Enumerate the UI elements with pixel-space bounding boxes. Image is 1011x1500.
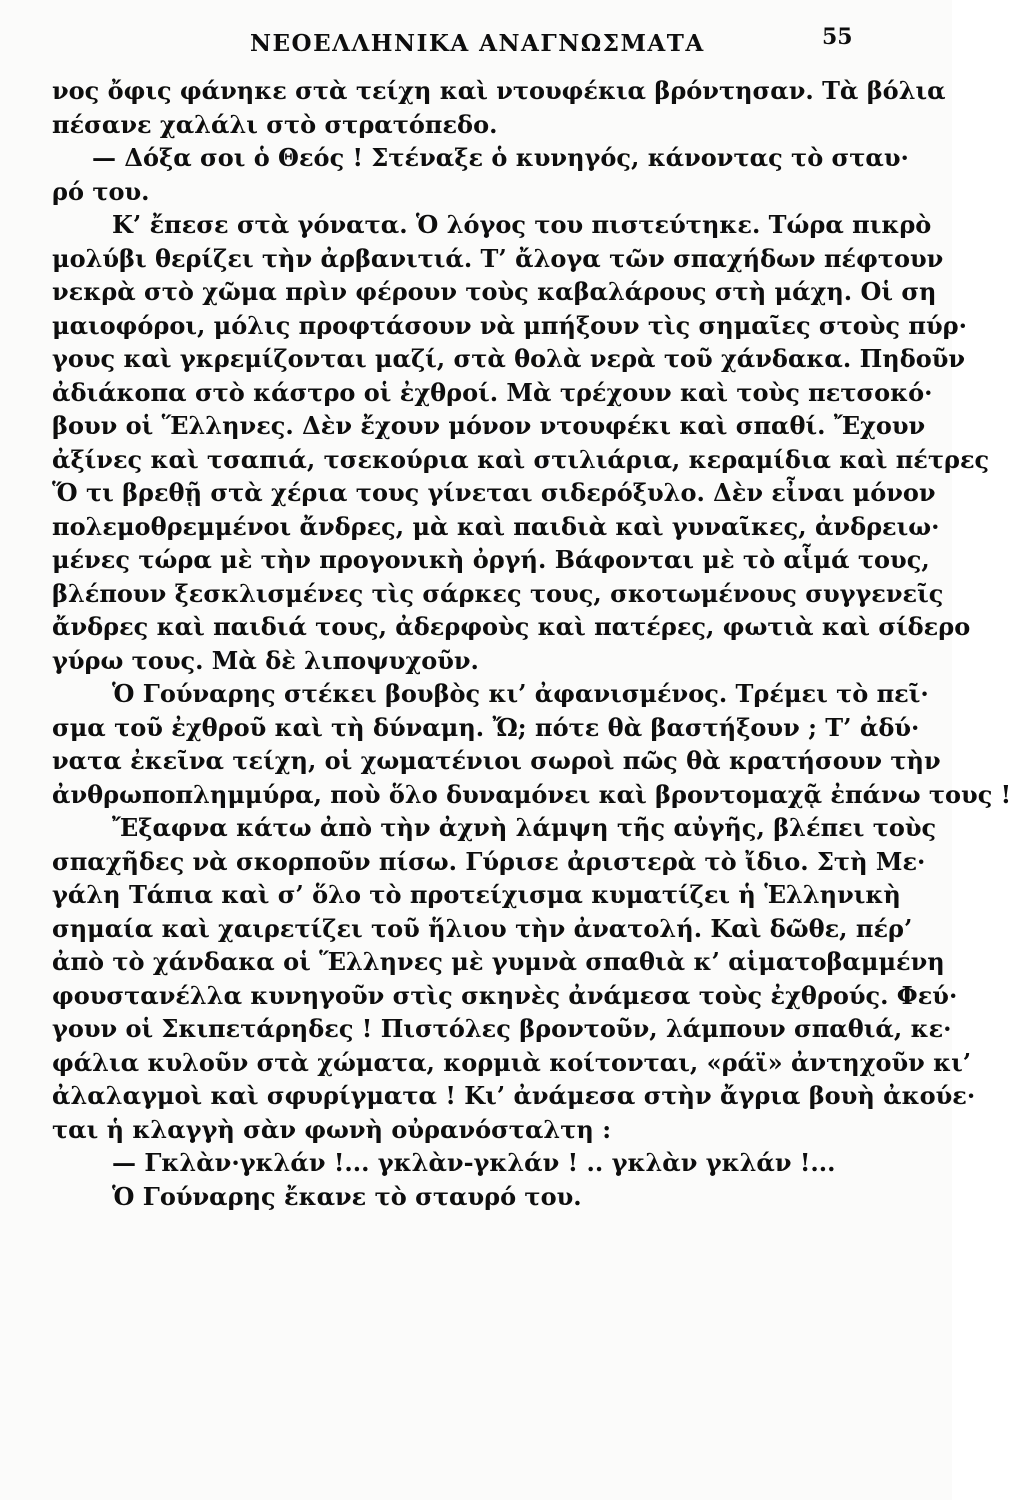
text-line: φάλια κυλοῦν στὰ χώματα, κορμιὰ κοίτονται, «ράϊ» ἀντηχοῦν κι’ [52,1047,972,1077]
running-title: ΝΕΟΕΛΛΗΝΙΚΑ ΑΝΑΓΝΩΣΜΑΤΑ [250,30,705,57]
text-line: ται ἡ κλαγγὴ σὰν φωνὴ οὐρανόσταλτη : [52,1114,612,1144]
text-line: Ὁ Γούναρης ἔκανε τὸ σταυρό του. [112,1181,582,1211]
text-line: Ἔξαφνα κάτω ἀπὸ τὴν ἀχνὴ λάμψη τῆς αὐγῆς, βλέπει τοὺς [112,813,937,842]
text-line: πέσανε χαλάλι στὸ στρατόπεδο. [52,109,498,139]
text-line: βλέπουν ξεσκλισμένες τὶς σάρκες τους, σκοτωμένους συγγενεῖς [52,578,944,608]
text-line: ἀλαλαγμοὶ καὶ σφυρίγματα ! Κι’ ἀνάμεσα στὴν ἄγρια βουὴ ἀκούε· [52,1081,976,1110]
text-line: πολεμοθρεμμένοι ἄνδρες, μὰ καὶ παιδιὰ καὶ γυναῖκες, ἀνδρειω· [52,511,940,541]
text-line: νατα ἐκεῖνα τείχη, οἱ χωματένιοι σωροὶ πῶς θὰ κρατήσουν τὴν [52,746,941,775]
text-line: ἀξίνες καὶ τσαπιά, τσεκούρια καὶ στιλιάρια, κεραμίδια καὶ πέτρες [52,444,990,474]
text-line: ἄνδρες καὶ παιδιά τους, ἀδερφοὺς καὶ πατέρες, φωτιὰ καὶ σίδερο [52,612,971,641]
text-line: — Γκλὰν·γκλάν !... γκλὰν-γκλάν ! .. γκλὰν γκλάν !... [112,1148,836,1177]
text-line: σπαχῆδες νὰ σκορποῦν πίσω. Γύρισε ἀριστερὰ τὸ ἴδιο. Στὴ Με· [52,846,926,876]
text-line: Ὁ Γούναρης στέκει βουβὸς κι’ ἀφανισμένος. Τρέμει τὸ πεῖ· [112,679,929,708]
text-line: Ὅ τι βρεθῇ στὰ χέρια τους γίνεται σιδερόξυλο. Δὲν εἶναι μόνον [52,478,936,507]
text-line: σμα τοῦ ἐχθροῦ καὶ τὴ δύναμη. Ὤ; πότε θὰ βαστήξουν ; Τ’ ἀδύ· [52,712,920,742]
text-line: ἀδιάκοπα στὸ κάστρο οἱ ἐχθροί. Μὰ τρέχουν καὶ τοὺς πετσοκό· [52,377,933,407]
text-line: γους καὶ γκρεμίζονται μαζί, στὰ θολὰ νερὰ τοῦ χάνδακα. Πηδοῦν [52,344,966,373]
text-line: βουν οἱ Ἕλληνες. Δὲν ἔχουν μόνον ντουφέκι καὶ σπαθί. Ἔχουν [52,411,926,440]
text-line: μαιοφόροι, μόλις προφτάσουν νὰ μπήξουν τὶς σημαῖες στοὺς πύρ· [52,310,967,340]
text-line: ἀνθρωποπλημμύρα, ποὺ ὅλο δυναμόνει καὶ βροντομαχᾷ ἐπάνω τους ! [52,779,1011,809]
text-line: γύρω τους. Μὰ δὲ λιποψυχοῦν. [52,645,479,675]
text-line: Κ’ ἔπεσε στὰ γόνατα. Ὁ λόγος του πιστεύτηκε. Τώρα πικρὸ [112,210,932,239]
text-line: γάλη Τάπια καὶ σ’ ὅλο τὸ προτείχισμα κυματίζει ἡ Ἑλληνικὴ [52,880,901,909]
text-line: μολύβι θερίζει τὴν ἀρβανιτιά. Τ’ ἄλογα τῶν σπαχήδων πέφτουν [52,243,944,273]
text-line: ἀπὸ τὸ χάνδακα οἱ Ἕλληνες μὲ γυμνὰ σπαθιὰ κ’ αἱματοβαμμένη [52,947,945,976]
text-line: νεκρὰ στὸ χῶμα πρὶν φέρουν τοὺς καβαλάρους στὴ μάχη. Οἱ ση [52,277,937,306]
body-text [52,74,1011,1213]
text-line: ρό του. [52,176,150,206]
text-line: μένες τώρα μὲ τὴν προγονικὴ ὀργή. Βάφονται μὲ τὸ αἷμά τους, [52,545,930,574]
text-line: γουν οἱ Σκιπετάρηδες ! Πιστόλες βροντοῦν, λάμπουν σπαθιά, κε· [52,1014,952,1043]
text-line: σημαία καὶ χαιρετίζει τοῦ ἥλιου τὴν ἀνατολή. Καὶ δῶθε, πέρ’ [52,913,913,943]
text-line: — Δόξα σοι ὁ Θεός ! Στέναξε ὁ κυνηγός, κάνοντας τὸ σταυ· [92,143,909,172]
text-line: νος ὄφις φάνηκε στὰ τείχη καὶ ντουφέκια βρόντησαν. Τὰ βόλια [52,76,946,105]
page-number: 55 [822,24,853,50]
text-line: φουστανέλλα κυνηγοῦν στὶς σκηνὲς ἀνάμεσα τοὺς ἐχθρούς. Φεύ· [52,980,958,1010]
